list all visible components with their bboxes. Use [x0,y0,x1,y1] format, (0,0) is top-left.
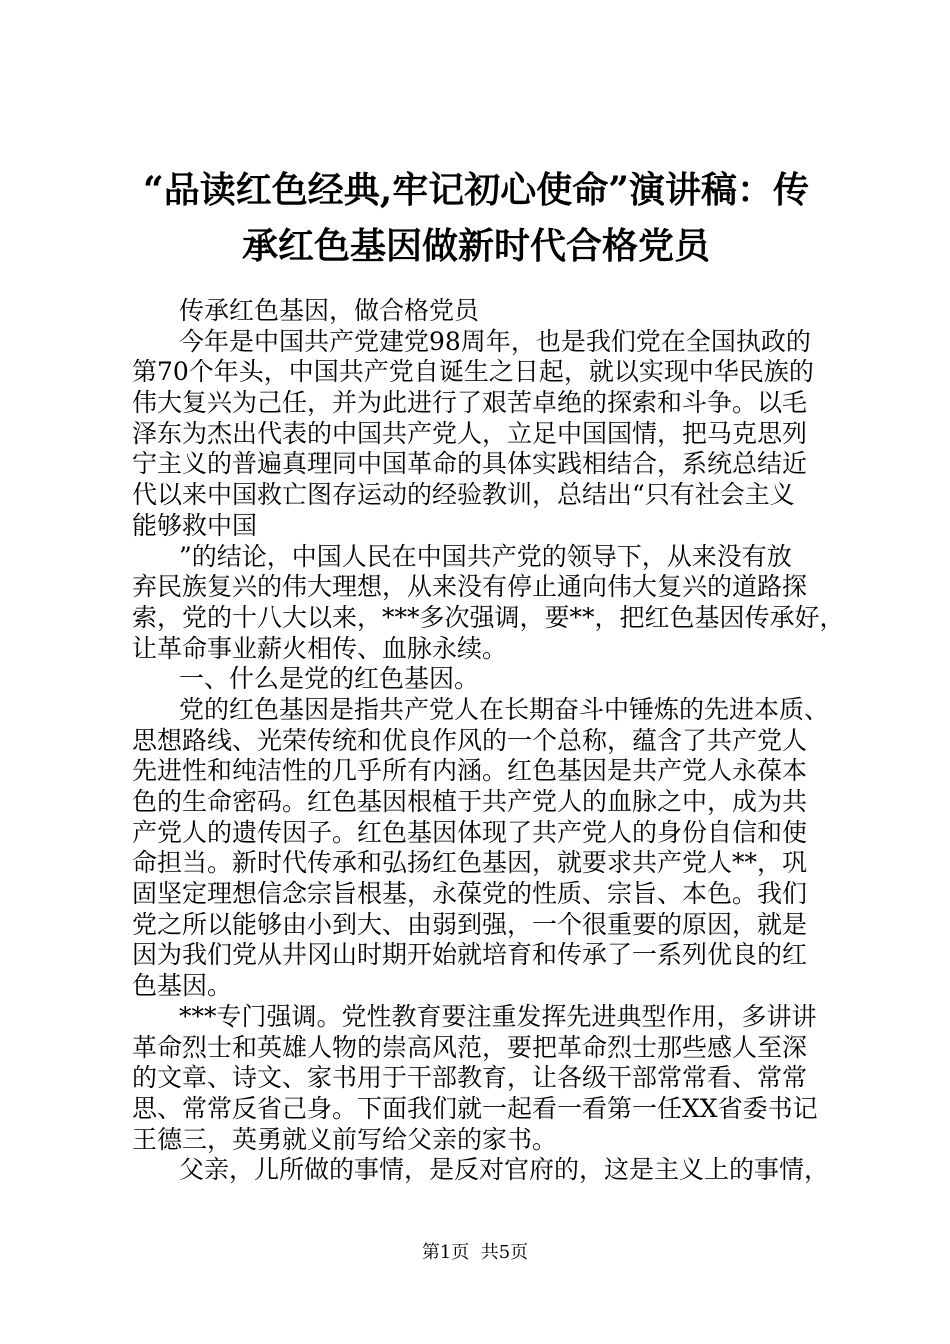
body-line: 伟大复兴为己任，并为此进行了艰苦卓绝的探索和斗争。以毛 [132,388,808,418]
body-line: 宁主义的普遍真理同中国革命的具体实践相结合，系统总结近 [132,449,808,479]
body-line: 思想路线、光荣传统和优良作风的一个总称，蕴含了共产党人 [132,725,808,755]
body-line: 索，党的十八大以来，***多次强调，要**，把红色基因传承好， [132,602,845,632]
body-line: ”的结论，中国人民在中国共产党的领导下，从来没有放 [179,541,792,571]
body-line: 革命烈士和英雄人物的崇高风范，要把革命烈士那些感人至深 [132,1032,808,1062]
body-line: 先进性和纯洁性的几乎所有内涵。红色基因是共产党人永葆本 [132,756,808,786]
body-line: 泽东为杰出代表的中国共产党人，立足中国国情，把马克思列 [132,418,808,448]
body-line: 思、常常反省己身。下面我们就一起看一看第一任XX省委书记 [132,1093,818,1123]
body-line: 因为我们党从井冈山时期开始就培育和传承了一系列优良的红 [132,940,808,970]
document-title [120,162,832,274]
body-line: 能够救中国 [132,510,258,540]
title-line-2: 承红色基因做新时代合格党员 [241,225,710,267]
body-line: 党的红色基因是指共产党人在长期奋斗中锤炼的先进本质、 [179,694,830,724]
body-line: 弃民族复兴的伟大理想，从来没有停止通向伟大复兴的道路探 [132,572,808,602]
body-line: 第70个年头，中国共产党自诞生之日起，就以实现中华民族的 [132,357,814,387]
body-line: 固坚定理想信念宗旨根基，永葆党的性质、宗旨、本色。我们 [132,879,808,909]
body-line: 代以来中国救亡图存运动的经验教训，总结出“只有社会主义 [132,480,795,510]
body-line: 的文章、诗文、家书用于干部教育，让各级干部常常看、常常 [132,1063,808,1093]
body-line: 色基因。 [132,971,233,1001]
page-footer: 第1页 共5页 [421,1242,529,1263]
body-line: 党之所以能够由小到大、由弱到强，一个很重要的原因，就是 [132,909,808,939]
body-line: 王德三，英勇就义前写给父亲的家书。 [132,1124,558,1154]
body-line: 传承红色基因，做合格党员 [179,296,480,325]
body-line: 父亲，儿所做的事情，是反对官府的，这是主义上的事情， [179,1155,830,1185]
body-line: 让革命事业薪火相传、血脉永续。 [132,633,508,663]
title-line-1: “品读红色经典,牢记初心使命”演讲稿：传 [143,169,809,211]
body-line: 命担当。新时代传承和弘扬红色基因，就要求共产党人**，巩 [132,848,808,878]
body-line: 色的生命密码。红色基因根植于共产党人的血脉之中，成为共 [132,787,808,816]
document-body [132,296,845,1186]
body-line: 一、什么是党的红色基因。 [179,664,480,694]
body-line: 产党人的遗传因子。红色基因体现了共产党人的身份自信和使 [132,817,808,847]
body-line: ***专门强调。党性教育要注重发挥先进典型作用，多讲讲 [179,1001,817,1031]
body-line: 今年是中国共产党建党98周年，也是我们党在全国执政的 [179,326,811,356]
